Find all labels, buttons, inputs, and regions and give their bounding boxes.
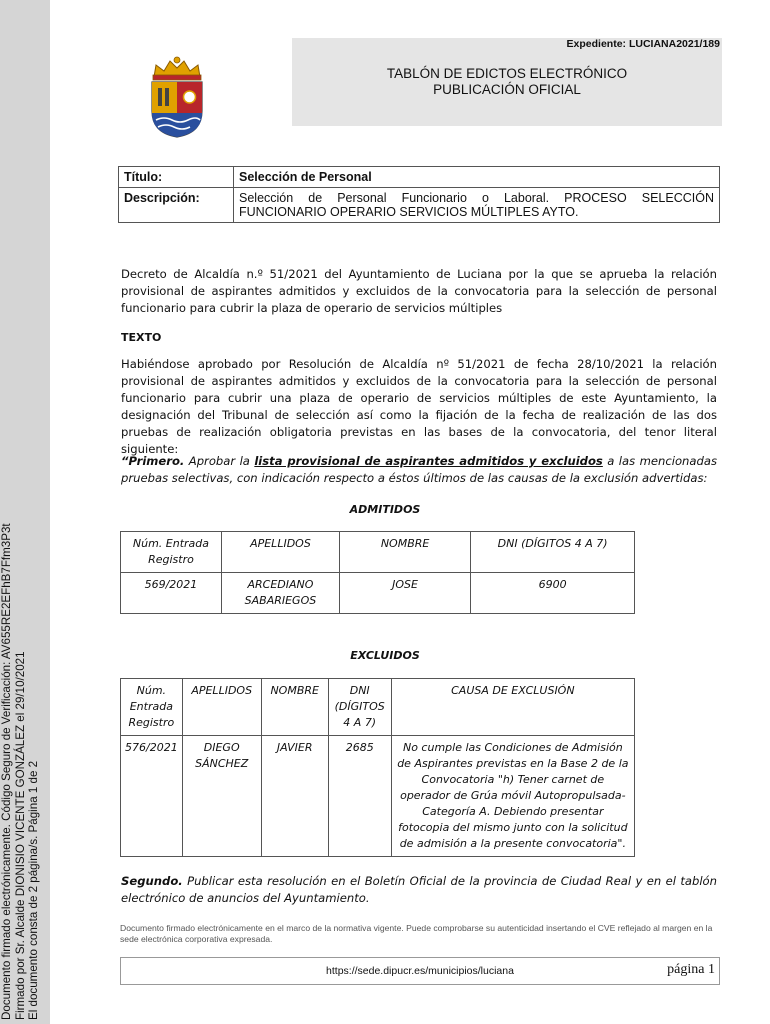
excluidos-column-header: CAUSA DE EXCLUSIÓN [391, 679, 634, 736]
excluidos-cell: 2685 [328, 736, 391, 857]
admitidos-heading: ADMITIDOS [349, 503, 421, 516]
admitidos-column-header: NOMBRE [339, 532, 470, 573]
excluidos-cell: JAVIER [261, 736, 328, 857]
admitidos-column-header: DNI (DÍGITOS 4 A 7) [471, 532, 635, 573]
coat-of-arms-logo [146, 55, 208, 139]
expediente-number: Expediente: LUCIANA2021/189 [566, 38, 720, 50]
titulo-value: Selección de Personal [234, 167, 720, 188]
excluidos-cell: 576/2021 [121, 736, 183, 857]
descripcion-label: Descripción: [119, 188, 234, 223]
segundo-lead: Segundo. [121, 874, 183, 888]
table-row [121, 573, 635, 614]
admitidos-cell: 6900 [471, 573, 635, 614]
sede-url: https://sede.dipucr.es/municipios/luciana [326, 965, 514, 977]
table-row [121, 736, 635, 857]
texto-heading: TEXTO [121, 331, 162, 344]
page-footer [120, 957, 720, 985]
admitidos-header-row [121, 532, 635, 573]
titulo-label: Título: [119, 167, 234, 188]
excluidos-column-header: NOMBRE [261, 679, 328, 736]
descripcion-value: Selección de Personal Funcionario o Laboral. PROCESO SELECCIÓN FUNCIONARIO OPERARIO SERVICIOS MÚLTIPLES AYTO. [234, 188, 720, 223]
segundo-text: Publicar esta resolución en el Boletín Oficial de la provincia de Ciudad Real y en el tablón electrónico de anuncios del Ayuntamiento. [121, 874, 717, 905]
excluidos-cell: DIEGO SÁNCHEZ [182, 736, 261, 857]
texto-paragraph: Habiéndose aprobado por Resolución de Alcaldía nº 51/2021 de fecha 28/10/2021 la relación provisional de aspirantes admitidos y excluidos de la convocatoria para la selección de personal funcionario para cubrir una plaza de operario de servicios múltiples de este Ayuntamiento, la designación del Tribunal de selección así como la fijación de la fecha de realización de las dos pruebas de realización obligatoria previstas en las bases de la convocatoria, del tenor literal siguiente: [121, 357, 717, 456]
signature-footnote: Documento firmado electrónicamente en el marco de la normativa vigente. Puede comprobarse su autenticidad insertando el CVE reflejado al margen en la sede electrónica corporativa expresada. [120, 923, 713, 944]
admitidos-column-header: APELLIDOS [221, 532, 339, 573]
header-banner [292, 38, 722, 126]
excluidos-column-header: DNI (DÍGITOS 4 A 7) [328, 679, 391, 736]
primero-list-link: lista provisional de aspirantes admitidos y excluidos [254, 454, 603, 468]
verification-code-line: Documento firmado electrónicamente. Código Seguro de Verificación: AV655RE2EFhB7Ffm3P3t [0, 523, 13, 1020]
titulo-row [119, 167, 720, 188]
admitidos-cell: JOSE [339, 573, 470, 614]
primero-paragraph [121, 453, 717, 487]
excluidos-column-header: Núm. Entrada Registro [121, 679, 183, 736]
descripcion-row [119, 188, 720, 223]
info-table [118, 166, 720, 223]
signature-info [0, 480, 41, 1020]
primero-part2: a las mencionadas pruebas selectivas, con indicación respecto a éstos últimos de las causas de la exclusión advertidas: [121, 454, 717, 485]
admitidos-column-header: Núm. Entrada Registro [121, 532, 222, 573]
signer-line: Firmado por Sr. Alcalde DIONISIO VICENTE GONZÁLEZ el 29/10/2021 [13, 651, 27, 1020]
header-title-line2: PUBLICACIÓN OFICIAL [433, 82, 581, 97]
primero-lead: “Primero. [121, 454, 185, 468]
admitidos-cell: ARCEDIANO SABARIEGOS [221, 573, 339, 614]
primero-part1: Aprobar la [188, 454, 250, 468]
excluidos-cell: No cumple las Condiciones de Admisión de Aspirantes previstas en la Base 2 de la Convocatoria "h) Tener carnet de operador de Grúa móvil Autopropulsada-Categoría A. Debiendo presentar fotocopia del mismo junto con la solicitud de admisión a la presente convocatoria". [391, 736, 634, 857]
header-title [292, 66, 722, 98]
header-title-line1: TABLÓN DE EDICTOS ELECTRÓNICO [386, 66, 628, 81]
admitidos-cell: 569/2021 [121, 573, 222, 614]
segundo-paragraph [121, 873, 717, 907]
decreto-paragraph: Decreto de Alcaldía n.º 51/2021 del Ayuntamiento de Luciana por la que se aprueba la relación provisional de aspirantes admitidos y excluidos de la convocatoria para la selección de personal funcionario para cubrir la plaza de operario de servicios múltiples [121, 267, 717, 315]
excluidos-header-row [121, 679, 635, 736]
page-number: página 1 [667, 962, 715, 977]
excluidos-column-header: APELLIDOS [182, 679, 261, 736]
page-count-line: El documento consta de 2 página/s. Página 1 de 2 [27, 760, 40, 1020]
admitidos-table [120, 531, 635, 614]
excluidos-heading: EXCLUIDOS [350, 649, 420, 662]
excluidos-table [120, 678, 635, 857]
